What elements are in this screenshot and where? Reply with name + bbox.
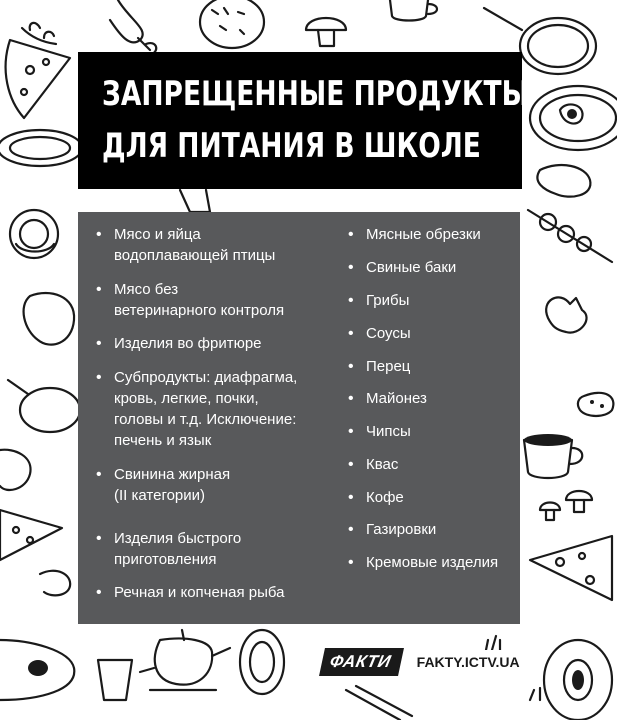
fakty-logo bbox=[322, 648, 526, 676]
pickle-icon bbox=[578, 393, 613, 416]
skewer-icon bbox=[528, 210, 612, 262]
list-item: • Мясо и яйца водоплавающей птицы bbox=[96, 224, 275, 266]
list-item: • Газировки bbox=[348, 519, 436, 540]
plate-icon bbox=[0, 130, 82, 166]
soup-bowl-icon bbox=[0, 640, 74, 700]
egg-plate-icon bbox=[530, 86, 617, 150]
meat-cut-icon bbox=[240, 630, 284, 694]
list-item: • Грибы bbox=[348, 290, 409, 311]
kettle-icon bbox=[180, 190, 210, 212]
list-item: • Кремовые изделия bbox=[348, 552, 498, 573]
site-url[interactable]: FAKTY.ICTV.UA bbox=[411, 650, 526, 674]
list-item: • Кофе bbox=[348, 487, 404, 508]
list-item: • Майонез bbox=[348, 388, 427, 409]
list-item: • Квас bbox=[348, 454, 398, 475]
bread-slice-icon bbox=[24, 293, 75, 345]
meat-roll-icon bbox=[10, 210, 58, 258]
coffee-cup-icon bbox=[524, 434, 582, 478]
list-item: • Субпродукты: диафрагма, кровь, легкие, почки, головы и т.д. Исключение: печень и язык bbox=[96, 367, 297, 451]
pizza-slice-icon bbox=[0, 510, 62, 560]
sausage-icon bbox=[40, 571, 70, 596]
page-title-line-2: ДЛЯ ПИТАНИЯ В ШКОЛЕ bbox=[102, 126, 481, 166]
list-item: • Соусы bbox=[348, 323, 411, 344]
list-item: • Мясные обрезки bbox=[348, 224, 481, 245]
list-item: • Свинина жирная (II категории) bbox=[96, 464, 230, 506]
mushroom-icon bbox=[540, 491, 592, 520]
list-item: • Перец bbox=[348, 356, 410, 377]
pitcher-icon bbox=[98, 660, 132, 700]
teapot-icon bbox=[140, 630, 230, 690]
ham-icon bbox=[544, 640, 612, 720]
list-item: • Чипсы bbox=[348, 421, 411, 442]
steak-icon bbox=[537, 165, 590, 197]
coffee-cup-icon bbox=[390, 0, 437, 21]
brand-logo: ФАКТИ bbox=[319, 648, 404, 676]
mushroom-icon bbox=[306, 18, 346, 46]
list-item: • Изделия быстрого приготовления bbox=[96, 528, 241, 570]
bread-icon bbox=[200, 0, 264, 48]
pizza-icon bbox=[530, 536, 612, 600]
herb-icon bbox=[22, 23, 56, 44]
title-banner bbox=[78, 52, 530, 189]
ham-icon bbox=[0, 450, 31, 490]
list-item: • Свиные баки bbox=[348, 257, 456, 278]
list-item: • Изделия во фритюре bbox=[96, 333, 262, 354]
list-item: • Речная и копченая рыба bbox=[96, 582, 284, 603]
forbidden-foods-panel bbox=[78, 212, 520, 624]
utensils-icon bbox=[346, 686, 412, 720]
page-title-line-1: ЗАПРЕЩЕННЫЕ ПРОДУКТЫ bbox=[102, 74, 530, 114]
frying-pan-icon bbox=[8, 380, 80, 432]
list-item: • Мясо без ветеринарного контроля bbox=[96, 279, 284, 321]
chicken-leg-icon bbox=[110, 0, 156, 54]
cracked-egg-icon bbox=[546, 297, 586, 332]
pizza-slice-icon bbox=[6, 40, 70, 118]
